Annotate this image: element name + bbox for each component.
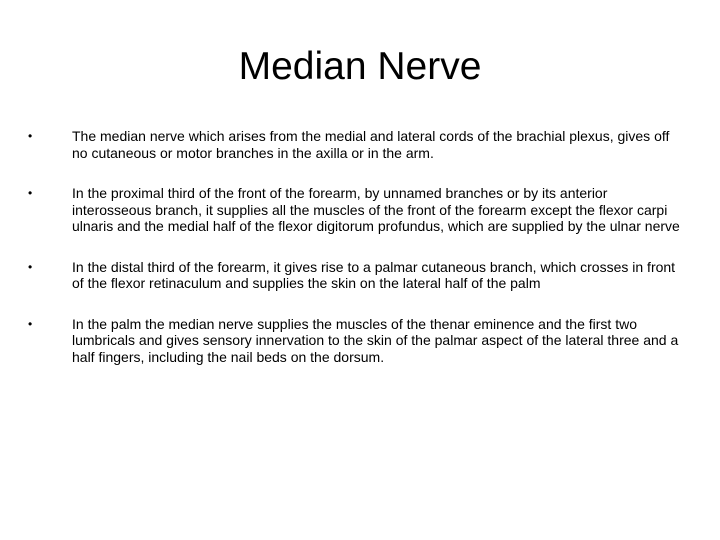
- bullet-list: [28, 128, 688, 365]
- bullet-dot-icon: •: [28, 129, 33, 143]
- bullet-text: In the distal third of the forearm, it gives rise to a palmar cutaneous branch, which crosses in front of the flexor retinaculum and supplies the skin on the lateral half of the palm: [72, 258, 676, 291]
- bullet-item: [28, 128, 688, 161]
- bullet-dot-icon: •: [28, 316, 33, 331]
- bullet-item: [28, 316, 688, 366]
- bullet-dot-icon: •: [28, 186, 33, 200]
- bullet-item: [28, 259, 688, 292]
- bullet-text: The median nerve which arises from the medial and lateral cords of the brachial plexus, gives off no cutaneous or motor branches in the axilla or in the arm.: [72, 128, 670, 161]
- bullet-text: In the proximal third of the front of the forearm, by unnamed branches or by its anterior interosseous branch, it supplies all the muscles of the front of the forearm except the flexor carpi ulnaris and the medial half of the flexor digitorum profundus, which are supplied by the ulnar nerve: [72, 185, 680, 234]
- bullet-dot-icon: •: [28, 259, 33, 274]
- bullet-text: In the palm the median nerve supplies the muscles of the thenar eminence and the first two lumbricals and gives sensory innervation to the skin of the palmar aspect of the lateral three and a half fingers, including the nail beds on the dorsum.: [72, 315, 679, 365]
- bullet-item: [28, 185, 688, 235]
- slide-title: Median Nerve: [238, 45, 482, 88]
